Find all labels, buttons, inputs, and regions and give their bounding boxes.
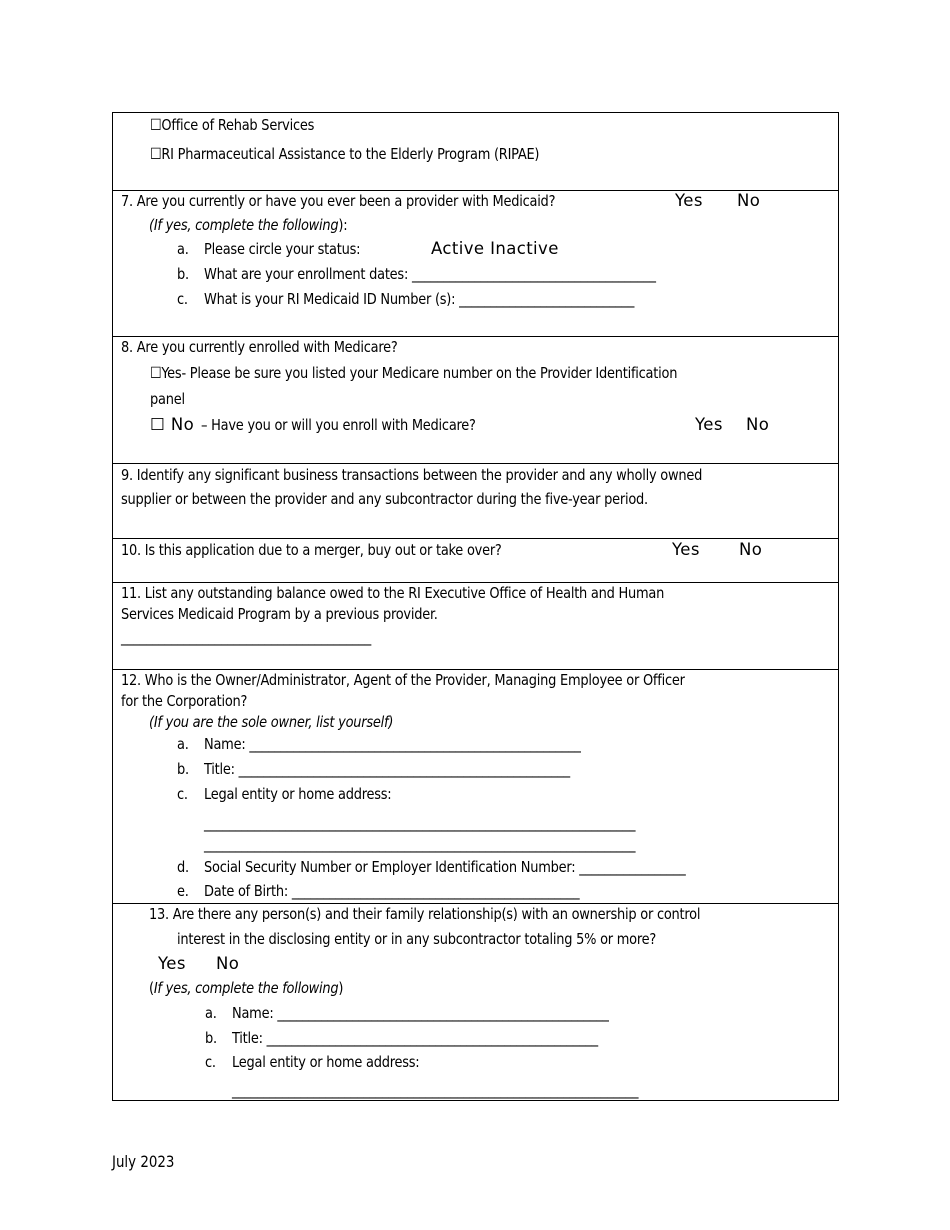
- question-12e-marker: e.: [177, 882, 189, 900]
- question-8-no-option[interactable]: No: [746, 415, 770, 434]
- question-7-instruction-italic: (If yes, complete the following: [149, 216, 339, 234]
- question-11-line-1: 11. List any outstanding balance owed to the RI Executive Office of Health and Human: [121, 584, 665, 602]
- question-12d-marker: d.: [177, 858, 189, 876]
- question-7-yes-option[interactable]: Yes: [675, 191, 703, 210]
- disclosure-form-table: [112, 112, 839, 1101]
- question-7a-marker: a.: [177, 240, 189, 258]
- status-options-active-inactive[interactable]: Active Inactive: [431, 239, 559, 258]
- question-13-instruction: [149, 978, 343, 998]
- question-8-text: 8. Are you currently enrolled with Medicare?: [121, 338, 398, 356]
- option-office-of-rehab-services[interactable]: ☐Office of Rehab Services: [150, 116, 315, 134]
- question-8-section: [113, 337, 838, 464]
- section-6-options: [113, 113, 838, 191]
- question-13c-text: Legal entity or home address:: [232, 1053, 420, 1071]
- outstanding-balance-field[interactable]: ________________________________________: [121, 628, 372, 646]
- question-9-line-1: 9. Identify any significant business transactions between the provider and any wholly owned: [121, 466, 703, 484]
- question-7-instruction-close: ):: [338, 216, 348, 234]
- medicare-yes-line-continued: panel: [150, 390, 185, 408]
- question-12b-marker: b.: [177, 760, 189, 778]
- question-13-yes-option[interactable]: Yes: [158, 954, 186, 973]
- question-10-section: [113, 539, 838, 583]
- question-10-yes-option[interactable]: Yes: [672, 540, 700, 559]
- question-8-yes-option[interactable]: Yes: [695, 415, 723, 434]
- question-11-section: [113, 583, 838, 670]
- question-12c-text: Legal entity or home address:: [204, 785, 392, 803]
- relationship-title-field[interactable]: Title: _____________________________________________________: [232, 1029, 598, 1047]
- question-13-section: [113, 904, 838, 1102]
- question-12c-marker: c.: [177, 785, 188, 803]
- question-10-no-option[interactable]: No: [739, 540, 763, 559]
- question-12-section: [113, 670, 838, 904]
- enrollment-dates-field[interactable]: What are your enrollment dates: _______________________________________: [204, 265, 656, 283]
- question-7-instruction: [149, 215, 347, 235]
- medicare-no-question: – Have you or will you enroll with Medicare?: [201, 416, 476, 434]
- ssn-ein-field[interactable]: Social Security Number or Employer Identification Number: _________________: [204, 858, 686, 876]
- question-13-instruction-italic: If yes, complete the following: [153, 979, 339, 997]
- question-12-instruction: (If you are the sole owner, list yourself): [149, 713, 394, 731]
- question-13-line-2: interest in the disclosing entity or in any subcontractor totaling 5% or more?: [177, 930, 657, 948]
- question-13b-marker: b.: [205, 1029, 217, 1047]
- medicaid-id-field[interactable]: What is your RI Medicaid ID Number (s): ____________________________: [204, 290, 635, 308]
- question-13c-marker: c.: [205, 1053, 216, 1071]
- owner-address-field-line-2[interactable]: _____________________________________________________________________: [204, 835, 636, 853]
- question-9-section: [113, 464, 838, 539]
- question-7c-marker: c.: [177, 290, 188, 308]
- date-of-birth-field[interactable]: Date of Birth: ______________________________________________: [204, 882, 580, 900]
- medicare-no-checkbox[interactable]: ☐ No: [150, 415, 195, 434]
- question-11-line-2: Services Medicaid Program by a previous provider.: [121, 605, 438, 623]
- question-12-line-1: 12. Who is the Owner/Administrator, Agent of the Provider, Managing Employee or Officer: [121, 671, 685, 689]
- question-7-no-option[interactable]: No: [737, 191, 761, 210]
- relationship-address-field[interactable]: _________________________________________________________________: [232, 1081, 639, 1099]
- question-13-no-option[interactable]: No: [216, 954, 240, 973]
- option-ripae[interactable]: ☐RI Pharmaceutical Assistance to the Elderly Program (RIPAE): [150, 145, 540, 163]
- medicare-yes-checkbox-line[interactable]: ☐Yes- Please be sure you listed your Medicare number on the Provider Identification: [150, 364, 678, 382]
- question-13-instruction-open: (: [149, 979, 154, 997]
- question-12-line-2: for the Corporation?: [121, 692, 248, 710]
- owner-name-field[interactable]: Name: _____________________________________________________: [204, 735, 581, 753]
- question-12a-marker: a.: [177, 735, 189, 753]
- question-7b-marker: b.: [177, 265, 189, 283]
- relationship-name-field[interactable]: Name: _____________________________________________________: [232, 1004, 609, 1022]
- question-9-line-2: supplier or between the provider and any subcontractor during the five-year period.: [121, 490, 648, 508]
- question-10-text: 10. Is this application due to a merger, buy out or take over?: [121, 541, 502, 559]
- question-7-text: 7. Are you currently or have you ever been a provider with Medicaid?: [121, 192, 556, 210]
- question-13-instruction-close: ): [338, 979, 344, 997]
- footer-date: July 2023: [112, 1152, 175, 1171]
- owner-title-field[interactable]: Title: _____________________________________________________: [204, 760, 570, 778]
- question-13a-marker: a.: [205, 1004, 217, 1022]
- question-7a-text: Please circle your status:: [204, 240, 361, 258]
- owner-address-field-line-1[interactable]: _____________________________________________________________________: [204, 814, 636, 832]
- question-7-section: [113, 191, 838, 337]
- question-13-line-1: 13. Are there any person(s) and their family relationship(s) with an ownership or control: [149, 905, 701, 923]
